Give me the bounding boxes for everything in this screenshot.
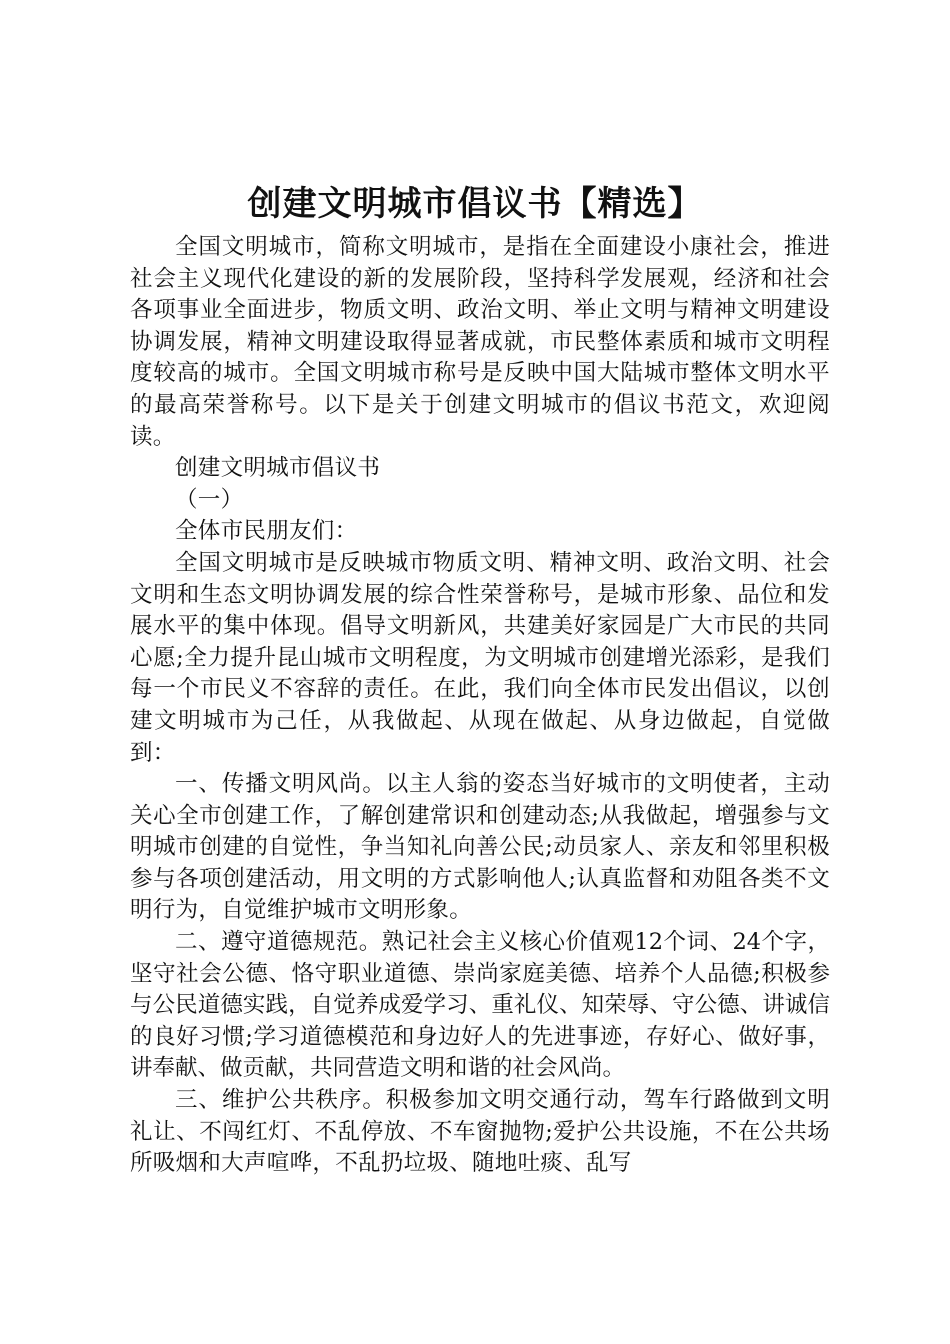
document-body <box>130 232 830 1180</box>
paragraph-subtitle: 创建文明城市倡议书 <box>175 455 381 482</box>
document-title: 创建文明城市倡议书【精选】 <box>247 184 703 224</box>
paragraph-intro: 全国文明城市，简称文明城市，是指在全面建设小康社会，推进社会主义现代化建设的新的发展阶段，坚持科学发展观，经济和社会各项事业全面进步，物质文明、政治文明、举止文明与精神文明建设协调发展，精神文明建设取得显著成就，市民整体素质和城市文明程度较高的城市。全国文明城市称号是反映中国大陆城市整体文明水平的最高荣誉称号。以下是关于创建文明城市的倡议书范文，欢迎阅读。 <box>130 234 830 450</box>
paragraph-item-1: 一、传播文明风尚。以主人翁的姿态当好城市的文明使者，主动关心全市创建工作，了解创建常识和创建动态;从我做起，增强参与文明城市创建的自觉性，争当知礼向善公民;动员家人、亲友和邻里积极参与各项创建活动，用文明的方式影响他人;认真监督和劝阻各类不文明行为，自觉维护城市文明形象。 <box>130 771 830 924</box>
paragraph-salutation: 全体市民朋友们： <box>175 518 358 545</box>
paragraph-preamble: 全国文明城市是反映城市物质文明、精神文明、政治文明、社会文明和生态文明协调发展的综合性荣誉称号，是城市形象、品位和发展水平的集中体现。倡导文明新风，共建美好家园是广大市民的共同心愿;全力提升昆山城市文明程度，为文明城市创建增光添彩，是我们每一个市民义不容辞的责任。在此，我们向全体市民发出倡议，以创建文明城市为己任，从我做起、从现在做起、从身边做起，自觉做到： <box>130 549 830 766</box>
paragraph-item-3: 三、维护公共秩序。积极参加文明交通行动，驾车行路做到文明礼让、不闯红灯、不乱停放、不车窗抛物;爱护公共设施，不在公共场所吸烟和大声喧哗，不乱扔垃圾、随地吐痰、乱写 <box>130 1087 830 1177</box>
paragraph-item-2: 二、遵守道德规范。熟记社会主义核心价值观12个词、24个字，坚守社会公德、恪守职业道德、崇尚家庭美德、培养个人品德;积极参与公民道德实践，自觉养成爱学习、重礼仪、知荣辱、守公德、讲诚信的良好习惯;学习道德模范和身边好人的先进事迹，存好心、做好事，讲奉献、做贡献，共同营造文明和谐的社会风尚。 <box>130 929 830 1082</box>
paragraph-section-number: （一） <box>175 486 244 513</box>
